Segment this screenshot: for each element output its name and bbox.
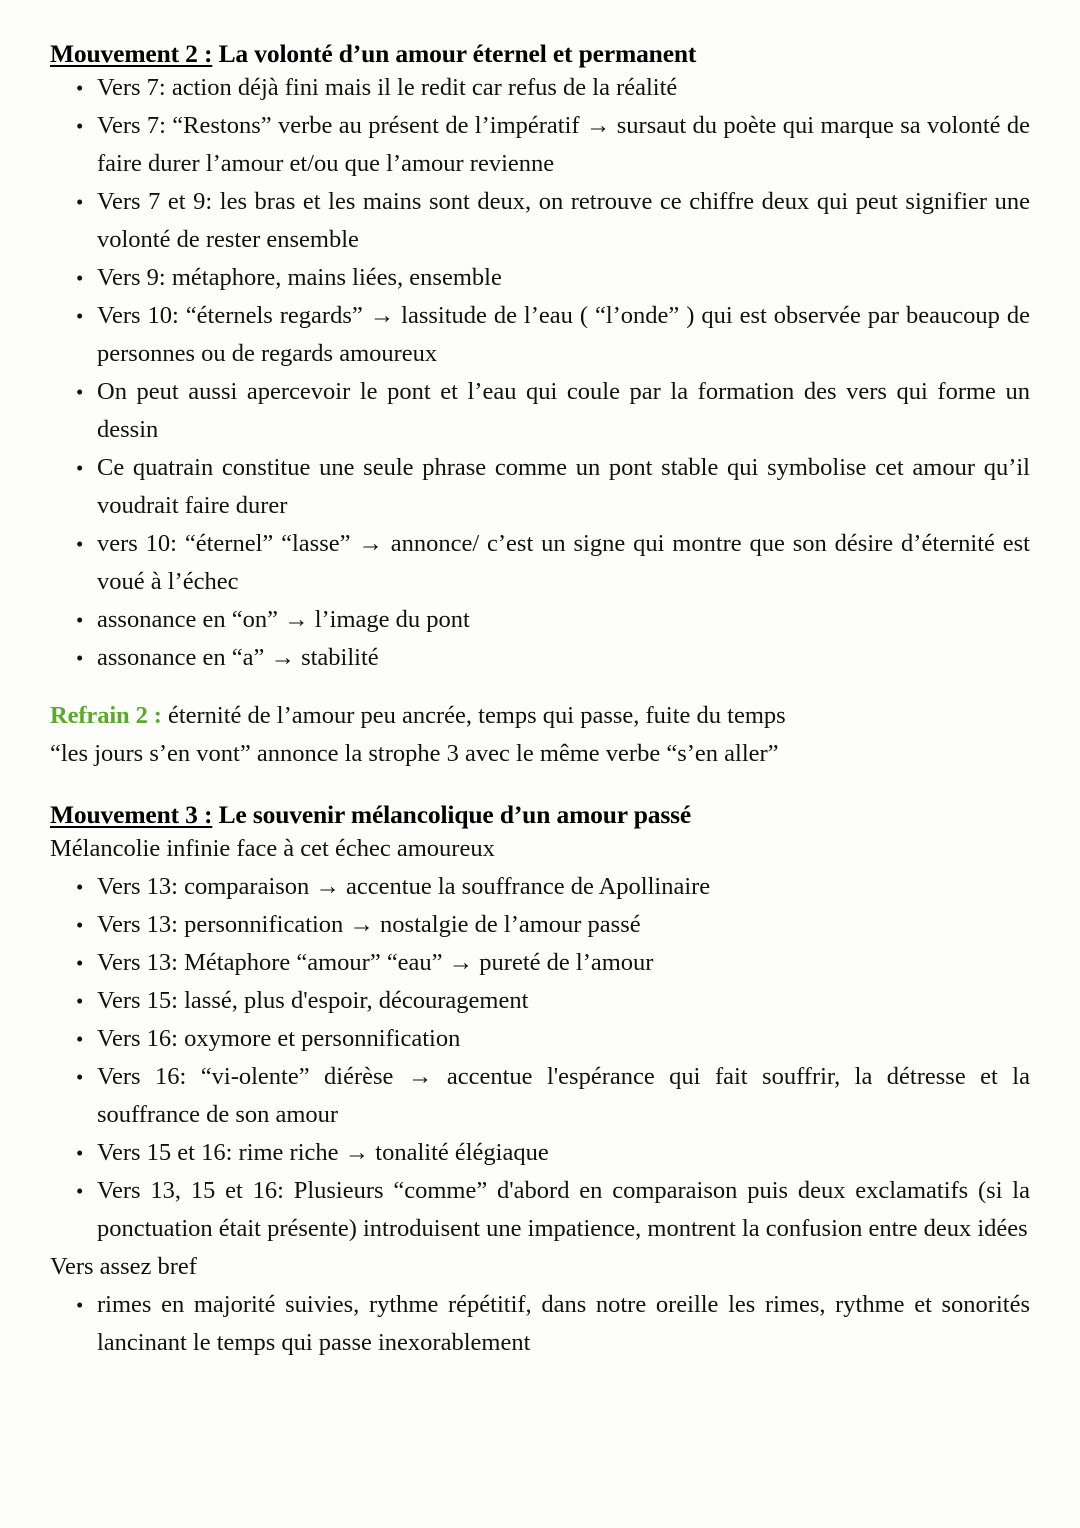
list-item: • Vers 7 et 9: les bras et les mains sont deux, on retrouve ce chiffre deux qui peut signifier une volonté de rester ensemble — [50, 183, 1030, 259]
list-item: • Vers 10: “éternels regards” → lassitude de l’eau ( “l’onde” ) qui est observée par beaucoup de personnes ou de regards amoureux — [50, 297, 1030, 373]
list-item: • Vers 15 et 16: rime riche → tonalité élégiaque — [50, 1134, 1030, 1172]
heading-mouvement-3 — [50, 799, 1030, 830]
heading-mouvement-3-title: Le souvenir mélancolique d’un amour passé — [212, 800, 692, 830]
list-item: • Vers 15: lassé, plus d'espoir, découragement — [50, 982, 1030, 1020]
list-item: • Vers 7: action déjà fini mais il le redit car refus de la réalité — [50, 69, 1030, 107]
list-item: • Vers 13: comparaison → accentue la souffrance de Apollinaire — [50, 868, 1030, 906]
refrain-2-text: éternité de l’amour peu ancrée, temps qui passe, fuite du temps — [161, 702, 786, 730]
list-item: • Vers 7: “Restons” verbe au présent de l’impératif → sursaut du poète qui marque sa volonté de faire durer l’amour et/ou que l’amour revienne — [50, 107, 1030, 183]
refrain-2-label: Refrain 2 : — [50, 702, 162, 730]
list-item: • Vers 13: personnification → nostalgie de l’amour passé — [50, 906, 1030, 944]
list-item: • Vers 16: “vi-olente” diérèse → accentue l'espérance qui fait souffrir, la détresse et la souffrance de son amour — [50, 1058, 1030, 1134]
list-item: • Vers 16: oxymore et personnification — [50, 1020, 1030, 1058]
refrain-2-block — [50, 697, 1030, 773]
bullet-list-closing — [50, 1286, 1030, 1362]
bullet-list-mouvement-2 — [50, 69, 1030, 677]
list-item: • assonance en “on” → l’image du pont — [50, 601, 1030, 639]
heading-mouvement-2-label: Mouvement 2 : — [50, 39, 213, 68]
list-item: • Vers 13, 15 et 16: Plusieurs “comme” d'abord en comparaison puis deux exclamatifs (si la ponctuation était présente) introduisent une impatience, montrent la confusion entre deux idées — [50, 1172, 1030, 1248]
heading-mouvement-3-label: Mouvement 3 : — [50, 800, 213, 830]
list-item: • Ce quatrain constitue une seule phrase comme un pont stable qui symbolise cet amour qu’il voudrait faire durer — [50, 449, 1030, 525]
list-item: • vers 10: “éternel” “lasse” → annonce/ c’est un signe qui montre que son désire d’éternité est voué à l’échec — [50, 525, 1030, 601]
spacer — [50, 773, 1030, 799]
list-item: • On peut aussi apercevoir le pont et l’eau qui coule par la formation des vers qui forme un dessin — [50, 373, 1030, 449]
mouvement-3-closing-line: Vers assez bref — [50, 1253, 197, 1281]
spacer — [50, 677, 1030, 697]
list-item: • Vers 9: métaphore, mains liées, ensemble — [50, 259, 1030, 297]
list-item: • rimes en majorité suivies, rythme répétitif, dans notre oreille les rimes, rythme et sonorités lancinant le temps qui passe inexorablement — [50, 1286, 1030, 1362]
bullet-list-mouvement-3 — [50, 868, 1030, 1248]
list-item: • assonance en “a” → stabilité — [50, 639, 1030, 677]
mouvement-3-intro-line: Mélancolie infinie face à cet échec amoureux — [50, 835, 495, 863]
refrain-2-line2: “les jours s’en vont” annonce la strophe 3 avec le même verbe “s’en aller” — [50, 740, 779, 768]
heading-mouvement-2 — [50, 38, 1030, 69]
list-item: • Vers 13: Métaphore “amour” “eau” → pureté de l’amour — [50, 944, 1030, 982]
heading-mouvement-2-title: La volonté d’un amour éternel et permanent — [212, 39, 697, 68]
